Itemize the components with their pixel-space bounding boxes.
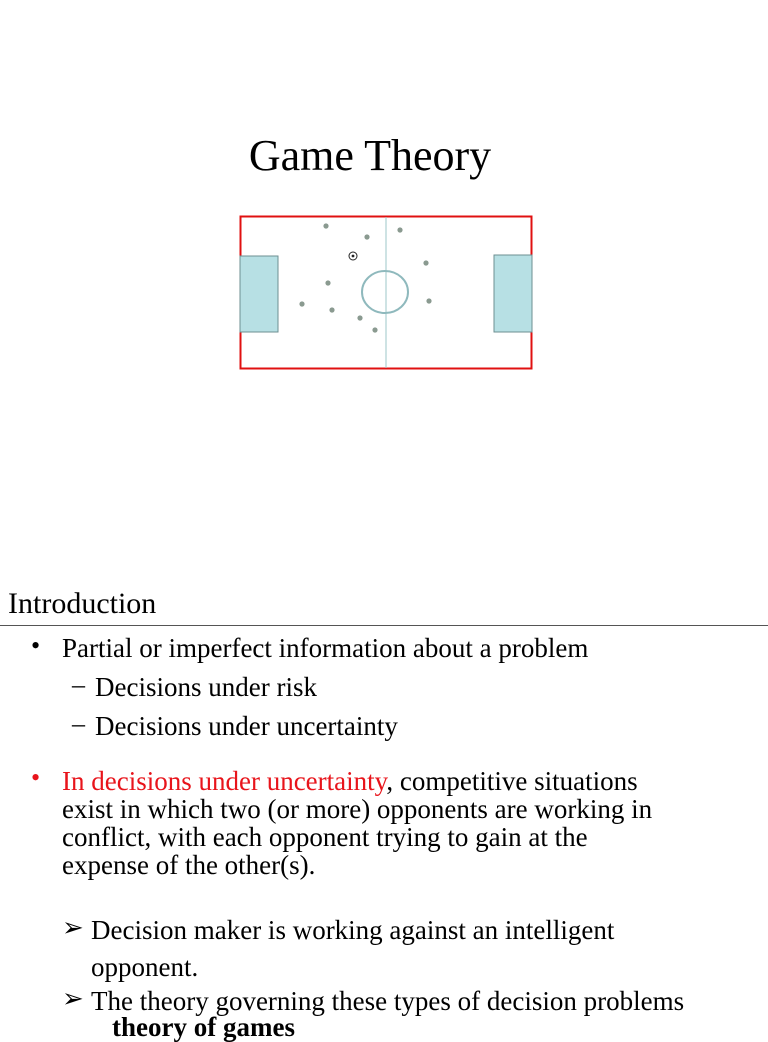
arrow-bullet-icon: ➢ bbox=[62, 913, 84, 942]
bullet-icon: • bbox=[31, 631, 41, 660]
section-heading: Introduction bbox=[8, 587, 157, 620]
bullet-icon: • bbox=[31, 763, 41, 792]
bullet-text: expense of the other(s). bbox=[62, 850, 316, 880]
player-dot bbox=[364, 234, 369, 239]
dash-icon: – bbox=[72, 709, 85, 738]
soccer-field-illustration bbox=[239, 215, 533, 370]
players bbox=[299, 223, 431, 332]
heading-divider bbox=[0, 625, 768, 626]
slide-title: Game Theory bbox=[248, 131, 492, 180]
sub-bullet-text: Decisions under risk bbox=[95, 672, 317, 702]
soccer-ball-icon bbox=[349, 252, 357, 260]
highlighted-phrase: In decisions under uncertainty bbox=[62, 766, 387, 796]
bullet-paragraph bbox=[62, 767, 762, 879]
player-dot bbox=[323, 223, 328, 228]
bullet-text: Partial or imperfect information about a problem bbox=[62, 633, 589, 663]
center-circle bbox=[362, 271, 408, 313]
truncated-bold-text: theory of games bbox=[112, 1012, 295, 1042]
player-dot bbox=[372, 327, 377, 332]
player-dot bbox=[299, 301, 304, 306]
arrow-bullet-text: The theory governing these types of decision problems bbox=[91, 986, 685, 1016]
bullet-text: exist in which two (or more) opponents are working in bbox=[62, 794, 653, 824]
player-dot bbox=[357, 315, 362, 320]
right-goal-box bbox=[494, 255, 532, 332]
player-dot bbox=[423, 260, 428, 265]
player-dot bbox=[329, 307, 334, 312]
arrow-bullet-icon: ➢ bbox=[62, 984, 84, 1013]
bullet-text: conflict, with each opponent trying to gain at the bbox=[62, 822, 588, 852]
player-dot bbox=[426, 298, 431, 303]
dash-icon: – bbox=[72, 670, 85, 699]
left-goal-box bbox=[240, 256, 278, 332]
bullet-text: , competitive situations bbox=[386, 766, 638, 796]
player-dot bbox=[397, 227, 402, 232]
player-dot bbox=[325, 280, 330, 285]
arrow-bullet-text: opponent. bbox=[91, 952, 199, 982]
arrow-bullet-text: Decision maker is working against an intelligent bbox=[91, 915, 615, 945]
sub-bullet-text: Decisions under uncertainty bbox=[95, 711, 398, 741]
